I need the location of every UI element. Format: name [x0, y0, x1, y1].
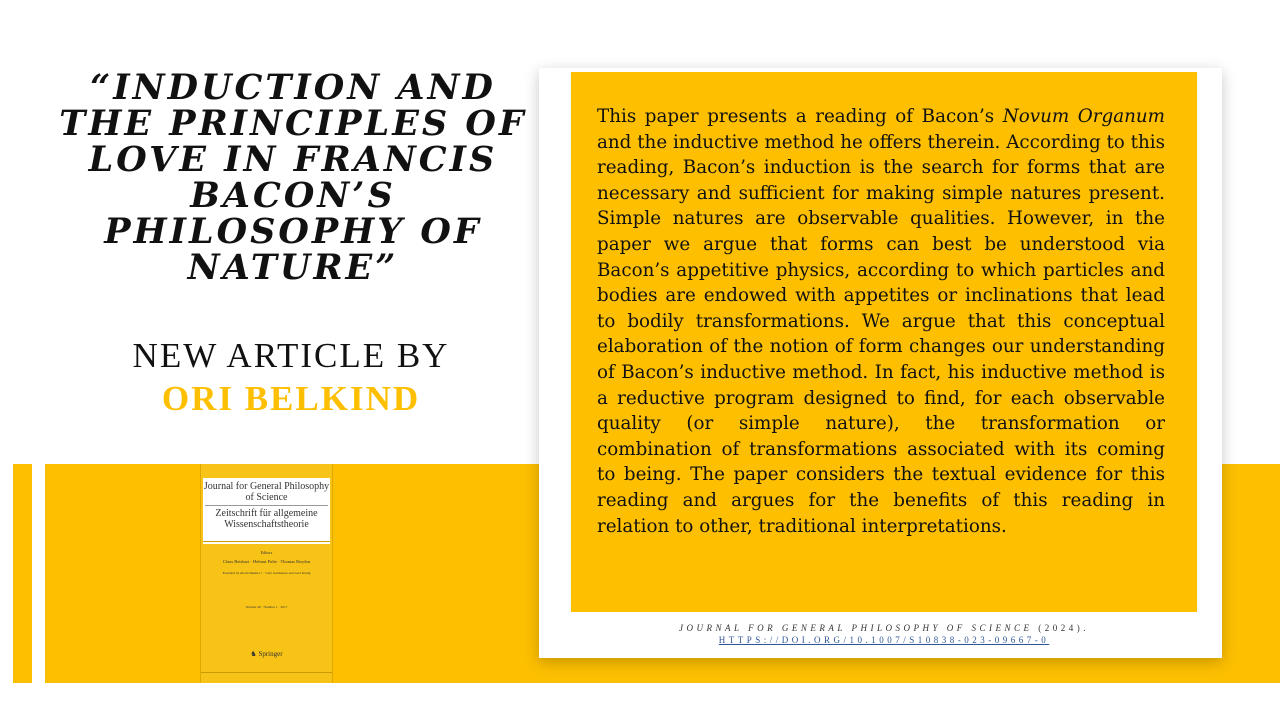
- cover-rule: [205, 505, 328, 506]
- doi-link[interactable]: HTTPS://DOI.ORG/10.1007/S10838-023-09667-0: [718, 635, 1050, 645]
- cover-header: [203, 478, 330, 544]
- author-name: ORI BELKIND: [161, 379, 421, 418]
- cover-bottom-rule: [201, 672, 332, 673]
- abstract-text: [597, 104, 1165, 539]
- springer-label: Springer: [258, 650, 283, 658]
- citation: [571, 622, 1197, 646]
- cover-divider: [203, 541, 330, 542]
- cover-journal-de: Zeitschrift für allgemeine Wissenschaftstheorie: [215, 508, 318, 530]
- springer-logo: [201, 650, 332, 658]
- cover-volume: Volume 48 · Number 1 · 2017: [245, 605, 288, 609]
- accent-band-thin: [13, 464, 32, 683]
- citation-journal: JOURNAL FOR GENERAL PHILOSOPHY OF SCIENCE: [679, 623, 1033, 633]
- cover-journal-en: Journal for General Philosophy of Science: [203, 481, 330, 503]
- journal-cover-image: [201, 464, 332, 683]
- abstract-book-title: Novum Organum: [1002, 106, 1165, 127]
- abstract-part-1: This paper presents a reading of Bacon’s: [597, 106, 1003, 127]
- citation-year: (2024).: [1032, 623, 1089, 633]
- abstract-part-2: and the inductive method he offers therein. According to this reading, Bacon’s induction is the search for forms that are necessary and sufficient for making simple natures present. Simple natures are observable qualities. However, in the paper we argue that forms can best be understood via Bacon’s appetitive physics, according to which particles and bodies are endowed with appetites or inclinations that lead to bodily transformations. We argue that this conceptual elaboration of the notion of form changes our understanding of Bacon’s inductive method. In fact, his inductive method is a reductive program designed to find, for each observable quality (or simple nature), the transformation or combination of transformations associated with its coming to being. The paper considers the textual evidence for this reading and argues for the benefits of this reading in relation to other, traditional interpretations.: [597, 131, 1165, 537]
- byline: NEW ARTICLE BY: [132, 336, 450, 375]
- cover-editors-heading: Editors: [260, 550, 273, 555]
- article-title: “INDUCTION AND THE PRINCIPLES OF LOVE IN FRANCIS BACON’S PHILOSOPHY OF NATURE”: [59, 67, 527, 288]
- cover-founded: Founded by Alwin Diemer † · Lutz Geldsetzer and Gert König: [222, 571, 311, 575]
- cover-editors: Claus Beisbart · Helmut Pulte · Thomas Reydon: [222, 559, 311, 564]
- springer-knight-icon: ♞: [250, 650, 257, 658]
